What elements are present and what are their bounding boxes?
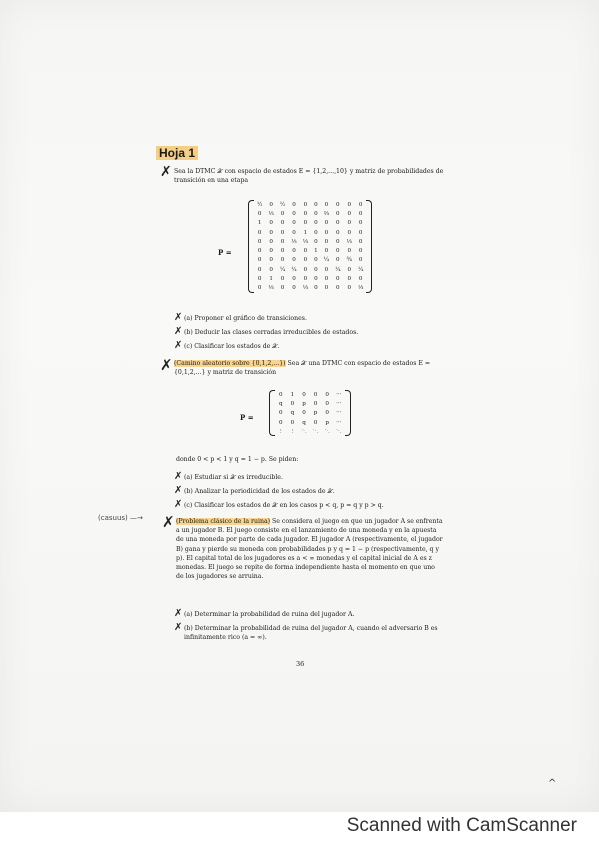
matrix-1-cell: ¼ (335, 266, 341, 273)
matrix-1-cell: 0 (336, 285, 340, 292)
matrix-2-cell: p (302, 400, 306, 407)
matrix-2-cell: q (279, 400, 283, 407)
matrix-2-cell: ··· (336, 419, 342, 426)
exercise-3-title: (Problema clásico de la ruina) (176, 518, 271, 525)
matrix-2-cell: 0 (290, 419, 295, 426)
matrix-2-cell: ⋮ (289, 428, 296, 435)
matrix-1-cell: 0 (358, 201, 363, 208)
handwritten-margin-note: (casuus) —→ (98, 514, 143, 522)
matrix-1-cell: 0 (324, 220, 329, 227)
exercise-2-title: (Camino aleatorio sobre {0,1,2,...}) (174, 360, 286, 367)
cross-mark-icon: ✗ (174, 326, 183, 337)
matrix-1-cell: 0 (269, 220, 273, 227)
matrix-1-cell: 0 (347, 201, 351, 208)
matrix-1-cell: 0 (292, 248, 296, 255)
matrix-2-cell: 0 (313, 391, 318, 398)
matrix-1-cell: 0 (347, 248, 351, 255)
matrix-1-cell: 0 (280, 248, 285, 255)
exercise-3-b: (b) Determinar la probabilidad de ruina del jugador A, cuando el adversario B es infinitamente rico (a = ∞). (184, 625, 438, 642)
matrix-2-cell: p (313, 410, 318, 417)
matrix-1-cell: ½ (257, 201, 263, 208)
matrix-1-cell: 1 (269, 276, 273, 283)
matrix-2 (275, 390, 345, 436)
matrix-2-cell: 0 (313, 400, 318, 407)
matrix-2-row (275, 409, 345, 418)
matrix-1-cell: 0 (269, 238, 273, 245)
matrix-1-cell: ¼ (323, 257, 330, 264)
matrix-2-cell: ··· (336, 400, 342, 407)
matrix-1-cell: ⅓ (346, 238, 352, 245)
cross-mark-icon: ✗ (174, 312, 183, 323)
exercise-1-b: (b) Deducir las clases cerradas irreducibles de estados. (184, 329, 359, 336)
matrix-1-cell: 0 (347, 210, 351, 217)
matrix-2-cell: ⋱ (312, 428, 319, 435)
matrix-2-cell: ⋱ (335, 428, 342, 435)
matrix-1-cell: ¼ (291, 266, 297, 273)
matrix-1-cell: 0 (292, 276, 296, 283)
matrix-1-cell: 0 (324, 229, 329, 236)
matrix-1-label: P = (218, 248, 232, 257)
matrix-1-cell: 0 (303, 276, 308, 283)
matrix-1-row (254, 246, 366, 255)
matrix-1-cell: 0 (292, 229, 296, 236)
matrix-1-cell: 0 (336, 276, 340, 283)
matrix-2-cell: 0 (325, 400, 329, 407)
matrix-2-cell: 0 (279, 410, 283, 417)
cross-mark-icon: ✗ (160, 356, 173, 374)
matrix-1-cell: 0 (292, 210, 296, 217)
matrix-1-cell: 1 (303, 229, 308, 236)
caret-up-icon: ^ (548, 778, 557, 789)
matrix-1-cell: ⅓ (268, 210, 274, 217)
matrix-1-cell: ⅓ (302, 238, 309, 245)
matrix-2-cell: 0 (302, 391, 306, 398)
matrix-1-cell: ¼ (357, 266, 364, 273)
exercise-1-c: (c) Clasificar los estados de 𝒳. (184, 343, 280, 350)
exercise-3-a: (a) Determinar la probabilidad de ruina del jugador A. (184, 611, 355, 618)
exercise-1-text: Sea la DTMC 𝒳 con espacio de estados E = {1,2,...,10} y matriz de probabilidades de transición en una etapa (174, 168, 444, 185)
matrix-1-cell: 0 (347, 220, 351, 227)
matrix-2-cell: 1 (290, 391, 295, 398)
matrix-1-cell: 0 (257, 210, 262, 217)
exercise-3-body: Se considera el juego en que un jugador A se enfrenta a un jugador B. El juego consiste en el lanzamiento de una moneda y en la apuesta de una moneda por parte de cada jugador. El jugador A (respectivamente, el jugador B) gana y pierde su moneda con probabilidades p y q = 1 − p (respectivamente, q y p). El capital total de los jugadores es a < ∞ monedas y el capital inicial de A es z monedas. El juego se repite de forma independiente hasta el momento en que uno de los jugadores se arruina. (176, 518, 443, 581)
matrix-1-cell: 0 (336, 210, 340, 217)
matrix-1-cell: 0 (257, 238, 262, 245)
matrix-1-cell: ⅔ (323, 210, 330, 217)
matrix-1-cell: ½ (279, 201, 286, 208)
matrix-1-row (254, 265, 366, 274)
matrix-1-cell: 0 (336, 201, 340, 208)
matrix-1-cell: 0 (358, 210, 363, 217)
matrix-1-row (254, 256, 366, 265)
exercise-1-a: (a) Proponer el gráfico de transiciones. (184, 315, 307, 322)
matrix-1-cell: 0 (280, 285, 285, 292)
matrix-2-label: P = (240, 413, 254, 422)
matrix-1-cell: 0 (314, 220, 318, 227)
matrix-2-cell: q (290, 410, 295, 417)
matrix-1-cell: 0 (347, 285, 351, 292)
matrix-2-row (275, 418, 345, 427)
matrix-1-cell: ⅓ (268, 285, 274, 292)
matrix-2-cell: q (302, 419, 306, 426)
matrix-1-cell: 0 (314, 210, 318, 217)
matrix-1-cell: 0 (314, 257, 318, 264)
matrix-1-cell: 0 (303, 201, 308, 208)
matrix-1-cell: 0 (269, 229, 273, 236)
cross-mark-icon: ✗ (174, 499, 183, 510)
matrix-1-cell: ⅓ (302, 285, 309, 292)
cross-mark-icon: ✗ (160, 164, 172, 180)
exercise-2-c: (c) Clasificar los estados de 𝒳 en los casos p < q, p = q y p > q. (184, 502, 384, 509)
matrix-1-cell: 0 (314, 238, 318, 245)
matrix-1-row (254, 237, 366, 246)
cross-mark-icon: ✗ (174, 340, 183, 351)
camscanner-watermark: Scanned with CamScanner (346, 815, 577, 836)
matrix-1-cell: 0 (314, 201, 318, 208)
matrix-1-cell: 0 (314, 229, 318, 236)
matrix-1-cell: 0 (257, 285, 262, 292)
matrix-1-cell: 0 (292, 201, 296, 208)
exercise-2-text (174, 359, 444, 377)
matrix-1-cell: 0 (257, 276, 262, 283)
matrix-1-cell: 0 (324, 201, 329, 208)
matrix-2-cell: 0 (279, 391, 283, 398)
matrix-1-cell: 0 (336, 248, 340, 255)
matrix-1-cell: 0 (314, 266, 318, 273)
exercise-2-where: donde 0 < p < 1 y q = 1 − p. Se piden: (176, 456, 299, 463)
matrix-1-cell: 0 (358, 276, 363, 283)
matrix-1-cell: 0 (336, 238, 340, 245)
matrix-2-row (275, 427, 345, 436)
matrix-1-cell: 0 (269, 201, 273, 208)
matrix-1-cell: 0 (336, 229, 340, 236)
matrix-1-cell: 0 (269, 266, 273, 273)
matrix-1-cell: 0 (358, 238, 363, 245)
matrix-2-cell: ⋱ (301, 428, 307, 435)
matrix-1-cell: 0 (347, 229, 351, 236)
matrix-1-cell: 0 (314, 285, 318, 292)
matrix-2-row (275, 390, 345, 399)
exercise-2-a: (a) Estudiar si 𝒳 es irreducible. (184, 474, 283, 481)
matrix-2-cell: 0 (325, 391, 329, 398)
matrix-1-row (254, 228, 366, 237)
exercise-3-text (176, 517, 444, 581)
matrix-2-cell: 0 (325, 410, 329, 417)
matrix-1-cell: ¾ (346, 257, 352, 264)
cross-mark-icon: ✗ (174, 622, 183, 633)
matrix-1-cell: 0 (292, 285, 296, 292)
matrix-1-cell: 1 (257, 220, 262, 227)
matrix-1-cell: 0 (358, 220, 363, 227)
matrix-1-cell: 0 (324, 266, 329, 273)
matrix-2-cell: ··· (336, 391, 342, 398)
cross-mark-icon: ✗ (174, 485, 183, 496)
matrix-1-cell: 0 (257, 248, 262, 255)
matrix-1-cell: 0 (347, 266, 351, 273)
matrix-1-row (254, 200, 366, 209)
matrix-1-cell: 0 (303, 257, 308, 264)
matrix-1-cell: 0 (324, 248, 329, 255)
matrix-1-cell: ⅓ (291, 238, 297, 245)
matrix-1-cell: 0 (303, 266, 308, 273)
matrix-1 (254, 200, 366, 293)
matrix-1-cell: 0 (257, 257, 262, 264)
matrix-2-cell: 0 (302, 410, 306, 417)
matrix-1-cell: 0 (358, 257, 363, 264)
matrix-2-cell: p (325, 419, 329, 426)
matrix-1-cell: 0 (280, 229, 285, 236)
matrix-1-cell: 0 (347, 276, 351, 283)
matrix-2-row (275, 399, 345, 408)
matrix-1-cell: 0 (257, 266, 262, 273)
page-number: 36 (296, 660, 305, 668)
matrix-1-cell: 0 (336, 220, 340, 227)
matrix-2-cell: ⋱ (324, 428, 330, 435)
matrix-1-cell: 0 (303, 210, 308, 217)
matrix-2-cell: 0 (290, 400, 295, 407)
matrix-1-cell: 0 (324, 285, 329, 292)
matrix-1-cell: 0 (257, 229, 262, 236)
cross-mark-icon: ✗ (162, 513, 175, 531)
matrix-1-cell: 0 (280, 220, 285, 227)
matrix-1-cell: 0 (324, 238, 329, 245)
matrix-1-cell: 0 (269, 257, 273, 264)
matrix-1-cell: 0 (280, 210, 285, 217)
sheet-title: Hoja 1 (156, 146, 198, 160)
cross-mark-icon: ✗ (174, 608, 183, 619)
matrix-1-cell: 0 (280, 238, 285, 245)
matrix-1-cell: 1 (314, 248, 318, 255)
matrix-2-cell: 0 (313, 419, 318, 426)
exercise-2-body: Sea 𝒳 una DTMC con espacio de estados E = {0,1,2,...} y matriz de transición (174, 360, 431, 377)
matrix-1-cell: 0 (314, 276, 318, 283)
matrix-1-cell: 0 (280, 257, 285, 264)
matrix-1-cell: ⅓ (357, 285, 364, 292)
exercise-2-b: (b) Analizar la periodicidad de los estados de 𝒳. (184, 488, 335, 495)
matrix-1-cell: 0 (303, 220, 308, 227)
matrix-1-cell: ¼ (279, 266, 286, 273)
matrix-1-row (254, 209, 366, 218)
matrix-1-row (254, 284, 366, 293)
matrix-1-cell: 0 (336, 257, 340, 264)
matrix-1-cell: 0 (324, 276, 329, 283)
matrix-1-cell: 0 (358, 229, 363, 236)
matrix-1-row (254, 274, 366, 283)
matrix-1-cell: 0 (292, 257, 296, 264)
cross-mark-icon: ✗ (174, 471, 183, 482)
matrix-1-cell: 0 (358, 248, 363, 255)
matrix-2-cell: ⋮ (278, 428, 284, 435)
matrix-1-row (254, 219, 366, 228)
matrix-1-cell: 0 (269, 248, 273, 255)
matrix-1-cell: 0 (303, 248, 308, 255)
matrix-2-cell: 0 (279, 419, 283, 426)
matrix-1-cell: 0 (292, 220, 296, 227)
matrix-1-cell: 0 (280, 276, 285, 283)
matrix-2-cell: ··· (336, 410, 342, 417)
